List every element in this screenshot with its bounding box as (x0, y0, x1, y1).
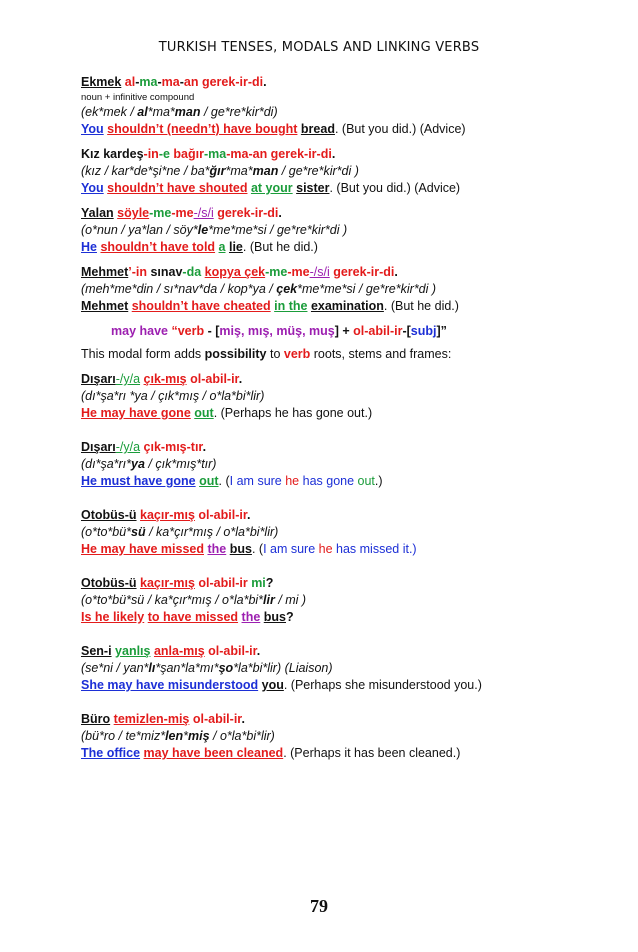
text-segment: an (183, 75, 199, 89)
text-segment: ol-abil-ir (204, 644, 257, 658)
text-segment: ol-abil-ir (353, 324, 403, 338)
text-segment: / o*la*bi*lir) (209, 729, 275, 743)
text-segment: *ma* (225, 164, 253, 178)
block-disari1-line (81, 388, 611, 405)
text-segment: gerek (213, 206, 251, 220)
text-segment: yanlış (115, 644, 151, 658)
text-segment: -ir-di (235, 75, 264, 89)
block-ekmek-line (81, 104, 611, 121)
text-segment: roots, stems and frames: (310, 347, 452, 361)
text-segment: Büro (81, 712, 111, 726)
block-disari2-line (81, 439, 611, 456)
text-segment: He (81, 240, 97, 254)
text-segment: sister (296, 181, 330, 195)
text-segment: len (165, 729, 184, 743)
text-segment: . (256, 644, 261, 658)
text-segment: examination (310, 299, 384, 313)
text-segment: / ka*çır*mış / o*la*bi*lir) (145, 525, 279, 539)
text-segment: man (174, 105, 201, 119)
text-segment: bus (229, 542, 252, 556)
text-segment: He may have gone (81, 406, 191, 420)
text-segment: a (218, 240, 226, 254)
block-kiz-line (81, 180, 611, 197)
text-segment: . (238, 372, 243, 386)
text-segment: -/y/a (115, 372, 141, 386)
text-segment: -/s/i (309, 265, 330, 279)
text-segment: ma (139, 75, 158, 89)
text-segment: . (241, 712, 245, 726)
text-segment: kaçır-mış (140, 508, 195, 522)
text-segment: -me (287, 265, 310, 279)
block-sen-line (81, 643, 611, 660)
text-segment: Sen-i (81, 644, 112, 658)
text-segment: . (263, 75, 267, 89)
text-segment: . (394, 265, 398, 279)
text-segment: Dışarı (81, 372, 116, 386)
text-segment: ] + (334, 324, 354, 338)
text-segment: (kız / kar*de*şi*ne / ba* (81, 164, 210, 178)
text-segment: çek (276, 282, 298, 296)
text-segment: -[ (402, 324, 411, 338)
text-segment: / ge*re*kir*di) (200, 105, 278, 119)
block-otobus2-line (81, 609, 611, 626)
text-segment: *şan*la*mı* (155, 661, 219, 675)
text-segment: may have been cleaned (143, 746, 284, 760)
block-mehmet (81, 264, 611, 315)
text-segment: “verb (171, 324, 205, 338)
block-mehmet-line (81, 281, 611, 298)
text-segment: She may have misunderstood (81, 678, 259, 692)
block-disari1-line (81, 371, 611, 388)
block-otobus1 (81, 507, 611, 558)
block-sen-line (81, 660, 611, 677)
text-segment: sü (131, 525, 146, 539)
text-segment: shouldn’t have shouted (107, 181, 248, 195)
block-buro-line (81, 711, 611, 728)
block-intro-line (81, 346, 611, 363)
text-segment: . (Perhaps he has gone out.) (213, 406, 373, 420)
text-segment: / çık*mış*tır) (144, 457, 217, 471)
text-segment: you (261, 678, 284, 692)
text-segment: şo (218, 661, 234, 675)
block-otobus1-line (81, 507, 611, 524)
text-segment: lir (263, 593, 275, 607)
text-segment: ol-abil-ir (186, 372, 239, 386)
text-segment: has gone (299, 474, 358, 488)
block-intro (81, 346, 611, 363)
text-segment: He may have missed (81, 542, 204, 556)
block-otobus2-line (81, 575, 611, 592)
text-segment: gerek (267, 147, 305, 161)
text-segment: may have (111, 324, 172, 338)
text-segment: *me*me*si / ge*re*kir*di ) (208, 223, 348, 237)
text-segment: gerek (198, 75, 236, 89)
text-segment: Ekmek (81, 75, 122, 89)
text-segment: - (179, 75, 184, 89)
text-segment: ]” (436, 324, 447, 338)
text-segment: has missed it.) (332, 542, 417, 556)
text-segment: * (183, 729, 188, 743)
block-kiz (81, 146, 611, 197)
text-segment: (o*to*bü*sü / ka*çır*mış / o*la*bi* (81, 593, 264, 607)
text-segment: *me*me*si / ge*re*kir*di ) (297, 282, 437, 296)
text-segment: ol-abil-ir (194, 576, 248, 590)
text-segment: to (266, 347, 284, 361)
block-disari1 (81, 371, 611, 422)
text-segment: -ir-di (366, 265, 395, 279)
text-segment: . (Perhaps it has been cleaned.) (283, 746, 461, 760)
text-segment: -me (149, 206, 172, 220)
text-segment: (o*nun / ya*lan / söy* (81, 223, 198, 237)
block-disari1-line (81, 405, 611, 422)
text-segment: *ma* (147, 105, 175, 119)
text-segment: gerek (329, 265, 367, 279)
text-segment: -/y/a (115, 440, 141, 454)
text-segment: -ir-di (304, 147, 332, 161)
text-segment: -me (265, 265, 288, 279)
text-segment: noun + infinitive compound (81, 92, 195, 103)
text-segment: I am sure (229, 474, 286, 488)
block-mehmet-line (81, 298, 611, 315)
text-segment: possibility (204, 347, 267, 361)
text-segment: ya (131, 457, 145, 471)
text-segment: This modal form adds (81, 347, 205, 361)
page-header: TURKISH TENSES, MODALS AND LINKING VERBS (158, 40, 480, 55)
text-segment: Otobüs-ü (81, 576, 137, 590)
text-segment: I am sure (263, 542, 319, 556)
text-segment: shouldn’t (needn’t) have bought (107, 122, 298, 136)
text-segment: - (135, 75, 140, 89)
block-yalan-line (81, 205, 611, 222)
text-segment: (ek*mek / (81, 105, 138, 119)
text-segment: -me (171, 206, 194, 220)
text-segment: miş, mış, müş, muş (219, 324, 335, 338)
text-segment: / mi ) (274, 593, 307, 607)
text-segment: in the (274, 299, 308, 313)
text-segment: out (194, 406, 214, 420)
text-segment: (dı*şa*rı* (81, 457, 132, 471)
block-sen-line (81, 677, 611, 694)
text-segment: (bü*ro / te*miz* (81, 729, 166, 743)
text-segment: . (Perhaps she misunderstood you.) (283, 678, 482, 692)
block-otobus1-line (81, 541, 611, 558)
text-segment: anla-mış (153, 644, 205, 658)
text-segment: sınav (146, 265, 183, 279)
text-segment: ? (265, 576, 274, 590)
text-segment: the (241, 610, 261, 624)
block-disari2-line (81, 473, 611, 490)
text-segment: he (318, 542, 333, 556)
text-segment: bağır (169, 147, 204, 161)
block-otobus1-line (81, 524, 611, 541)
text-segment: -ir-di (250, 206, 279, 220)
block-yalan (81, 205, 611, 256)
block-ekmek (81, 74, 611, 138)
block-kiz-line (81, 146, 611, 163)
text-segment: shouldn’t have told (100, 240, 216, 254)
text-segment: . ( (251, 542, 264, 556)
text-segment: Yalan (81, 206, 114, 220)
text-segment: subj (410, 324, 437, 338)
text-segment: out (357, 474, 375, 488)
text-segment: ma (161, 75, 180, 89)
text-segment: bread (300, 122, 335, 136)
text-segment: mi (247, 576, 266, 590)
text-segment: . (247, 508, 251, 522)
text-segment: / ge*re*kir*di ) (278, 164, 359, 178)
block-kiz-line (81, 163, 611, 180)
text-segment: çık-mış-tır (143, 440, 203, 454)
block-mayhave (81, 323, 611, 340)
text-segment: shouldn’t have cheated (131, 299, 271, 313)
text-segment: le (197, 223, 209, 237)
text-segment: The office (81, 746, 141, 760)
text-segment: ğır (209, 164, 226, 178)
block-disari2 (81, 439, 611, 490)
text-segment: çık-mış (143, 372, 187, 386)
text-segment: söyle (117, 206, 150, 220)
text-segment: . (But you did.) (Advice) (329, 181, 461, 195)
text-segment: ol-abil-ir (189, 712, 242, 726)
text-segment: . (But he did.) (242, 240, 318, 254)
text-segment: You (81, 122, 104, 136)
block-ekmek-line (81, 91, 611, 104)
text-segment: -an (248, 147, 268, 161)
block-buro-line (81, 745, 611, 762)
page-number: 79 (310, 896, 328, 916)
text-segment: Kız kardeş (81, 147, 144, 161)
text-segment: temizlen-miş (113, 712, 190, 726)
text-segment: bus (263, 610, 286, 624)
page-content (81, 74, 611, 770)
block-buro (81, 711, 611, 762)
text-segment: - [ (204, 324, 220, 338)
text-segment: out (199, 474, 219, 488)
text-segment: Dışarı (81, 440, 116, 454)
text-segment: . (But he did.) (383, 299, 459, 313)
text-segment: lie (228, 240, 243, 254)
text-segment: al (137, 105, 148, 119)
block-ekmek-line (81, 74, 611, 91)
text-segment: You (81, 181, 104, 195)
text-segment: ol-abil-ir (194, 508, 248, 522)
text-segment: -ma (226, 147, 249, 161)
text-segment: lı (148, 661, 156, 675)
text-segment: al (124, 75, 136, 89)
text-segment: (se*ni / yan* (81, 661, 149, 675)
text-segment: . (278, 206, 282, 220)
text-segment: *la*bi*lir) (Liaison) (233, 661, 333, 675)
text-segment: Mehmet (81, 265, 129, 279)
text-segment: -da (182, 265, 202, 279)
text-segment: at your (250, 181, 293, 195)
text-segment: he (285, 474, 300, 488)
text-segment: man (252, 164, 279, 178)
text-segment: .) (374, 474, 383, 488)
block-yalan-line (81, 239, 611, 256)
text-segment: to have missed (147, 610, 239, 624)
text-segment: kopya çek (204, 265, 266, 279)
text-segment: (meh*me*din / sı*nav*da / kop*ya / (81, 282, 277, 296)
block-ekmek-line (81, 121, 611, 138)
block-otobus2-line (81, 592, 611, 609)
block-mehmet-line (81, 264, 611, 281)
text-segment: Otobüs-ü (81, 508, 137, 522)
block-otobus2 (81, 575, 611, 626)
text-segment: verb (283, 347, 311, 361)
block-disari2-line (81, 456, 611, 473)
text-segment: Mehmet (81, 299, 129, 313)
block-yalan-line (81, 222, 611, 239)
block-mayhave-line (111, 323, 611, 340)
text-segment: the (207, 542, 227, 556)
text-segment: -ma (203, 147, 227, 161)
text-segment: kaçır-mış (140, 576, 195, 590)
text-segment: -/s/i (193, 206, 214, 220)
text-segment: (o*to*bü* (81, 525, 132, 539)
text-segment: . (But you did.) (Advice) (334, 122, 466, 136)
block-sen (81, 643, 611, 694)
text-segment: -in (143, 147, 159, 161)
text-segment: - (157, 75, 162, 89)
text-segment: . (202, 440, 207, 454)
text-segment: -e (158, 147, 170, 161)
text-segment: Is he likely (81, 610, 145, 624)
text-segment: . ( (218, 474, 230, 488)
text-segment: . (331, 147, 336, 161)
text-segment: He must have gone (81, 474, 196, 488)
text-segment: ? (286, 610, 294, 624)
text-segment: ’-in (128, 265, 147, 279)
text-segment: miş (188, 729, 210, 743)
block-buro-line (81, 728, 611, 745)
text-segment: (dı*şa*rı *ya / çık*mış / o*la*bi*lir) (81, 389, 265, 403)
